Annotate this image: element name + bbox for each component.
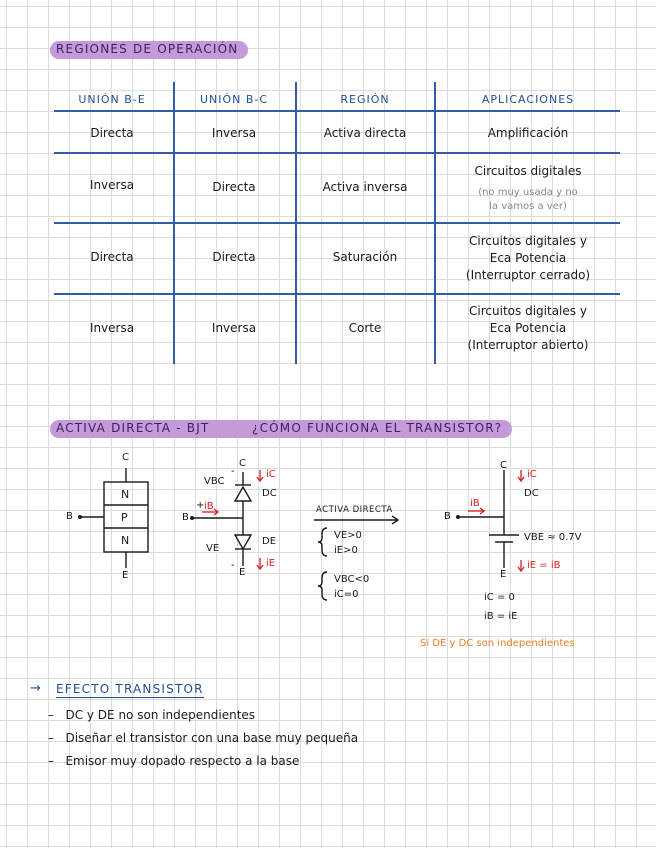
table-hline bbox=[54, 293, 620, 295]
emitter-label: E bbox=[239, 567, 246, 578]
table-cell-app: Eca Potencia bbox=[489, 251, 567, 265]
ib-label: iB bbox=[470, 498, 480, 509]
list-item: – Diseñar el transistor con una base muy pequeña bbox=[48, 731, 359, 745]
table-header-bc: UNIÓN B-C bbox=[199, 93, 269, 106]
table-cell-app: Circuitos digitales bbox=[474, 164, 582, 178]
table-cell-app: Circuitos digitales y bbox=[469, 234, 587, 248]
table-header-region: REGIÓN bbox=[340, 93, 390, 106]
section2-question: ¿CÓMO FUNCIONA EL TRANSISTOR? bbox=[252, 421, 503, 435]
layer-n-top: N bbox=[121, 488, 130, 501]
ie-label: iE bbox=[266, 558, 276, 569]
table-cell-be: Inversa bbox=[89, 178, 135, 192]
ib-label: iB bbox=[204, 501, 214, 512]
table-cell-app: (Interruptor abierto) bbox=[467, 338, 589, 352]
table-cell-app: (Interruptor cerrado) bbox=[465, 268, 591, 282]
vbc-label: VBC bbox=[204, 476, 225, 487]
table-cell-bc: Inversa bbox=[211, 321, 257, 335]
collector-label: C bbox=[122, 452, 129, 463]
minus-sign: - bbox=[231, 466, 235, 477]
ic-label: iC bbox=[266, 469, 276, 480]
table-cell-region: Corte bbox=[348, 321, 382, 335]
table-cell-app: Eca Potencia bbox=[489, 321, 567, 335]
emitter-label: E bbox=[122, 570, 129, 581]
minus-sign: - bbox=[231, 560, 235, 571]
layer-p: P bbox=[121, 511, 128, 524]
table-cell-be: Directa bbox=[90, 250, 134, 264]
table-cell-app: Circuitos digitales y bbox=[469, 304, 587, 318]
independence-note: Si DE y DC son independientes bbox=[420, 638, 575, 649]
condition-vbc: VBC<0 bbox=[334, 574, 370, 585]
bullet-text: Emisor muy dopado respecto a la base bbox=[65, 754, 300, 768]
emitter-label: E bbox=[500, 569, 507, 580]
base-label: B bbox=[444, 511, 451, 522]
layer-n-bottom: N bbox=[121, 534, 130, 547]
base-label: B bbox=[66, 511, 73, 522]
collector-label: C bbox=[500, 460, 507, 471]
list-item: – Emisor muy dopado respecto a la base bbox=[48, 754, 300, 768]
base-label: B bbox=[182, 512, 189, 523]
ic-label: iC bbox=[527, 469, 537, 480]
table-cell-region: Activa directa bbox=[323, 126, 407, 140]
ve-label: VE bbox=[206, 543, 220, 554]
activa-directa-arrow-label: ACTIVA DIRECTA bbox=[316, 505, 393, 515]
condition-ve: VE>0 bbox=[334, 530, 362, 541]
table-cell-bc: Directa bbox=[212, 180, 256, 194]
ie-eq-label: iE = iB bbox=[527, 560, 561, 571]
table-cell-note: (no muy usada y no la vamos a ver) bbox=[478, 187, 578, 212]
efecto-title: EFECTO TRANSISTOR bbox=[56, 682, 204, 696]
vbe-label: VBE ≈ 0.7V bbox=[524, 532, 582, 543]
condition-ie: iE>0 bbox=[334, 545, 358, 556]
dc-label: DC bbox=[262, 488, 277, 499]
ib-eq-label: iB = iE bbox=[484, 611, 518, 622]
list-item: – DC y DE no son independientes bbox=[48, 708, 256, 722]
table-hline bbox=[54, 152, 620, 154]
table-cell-region: Saturación bbox=[332, 250, 398, 264]
table-cell-bc: Inversa bbox=[211, 126, 257, 140]
table-header-applications: APLICACIONES bbox=[481, 93, 575, 106]
arrow-icon: → bbox=[30, 681, 41, 696]
bullet-text: DC y DE no son independientes bbox=[65, 708, 256, 722]
section2-title: ACTIVA DIRECTA - BJT bbox=[56, 421, 210, 435]
table-header-be: UNIÓN B-E bbox=[78, 93, 146, 106]
table-cell-region: Activa inversa bbox=[322, 180, 408, 194]
section1-title: REGIONES DE OPERACIÓN bbox=[56, 42, 239, 56]
table-cell-be: Directa bbox=[90, 126, 134, 140]
ic-zero-label: iC = 0 bbox=[484, 592, 515, 603]
table-cell-app: Amplificación bbox=[487, 126, 569, 140]
collector-label: C bbox=[239, 458, 246, 469]
bullet-text: Diseñar el transistor con una base muy pequeña bbox=[65, 731, 359, 745]
condition-ic: iC=0 bbox=[334, 589, 359, 600]
de-label: DE bbox=[262, 536, 277, 547]
plus-sign: + bbox=[196, 500, 205, 511]
table-hline bbox=[54, 110, 620, 112]
table-cell-be: Inversa bbox=[89, 321, 135, 335]
table-cell-bc: Directa bbox=[212, 250, 256, 264]
dc-label: DC bbox=[524, 488, 539, 499]
table-hline bbox=[54, 222, 620, 224]
